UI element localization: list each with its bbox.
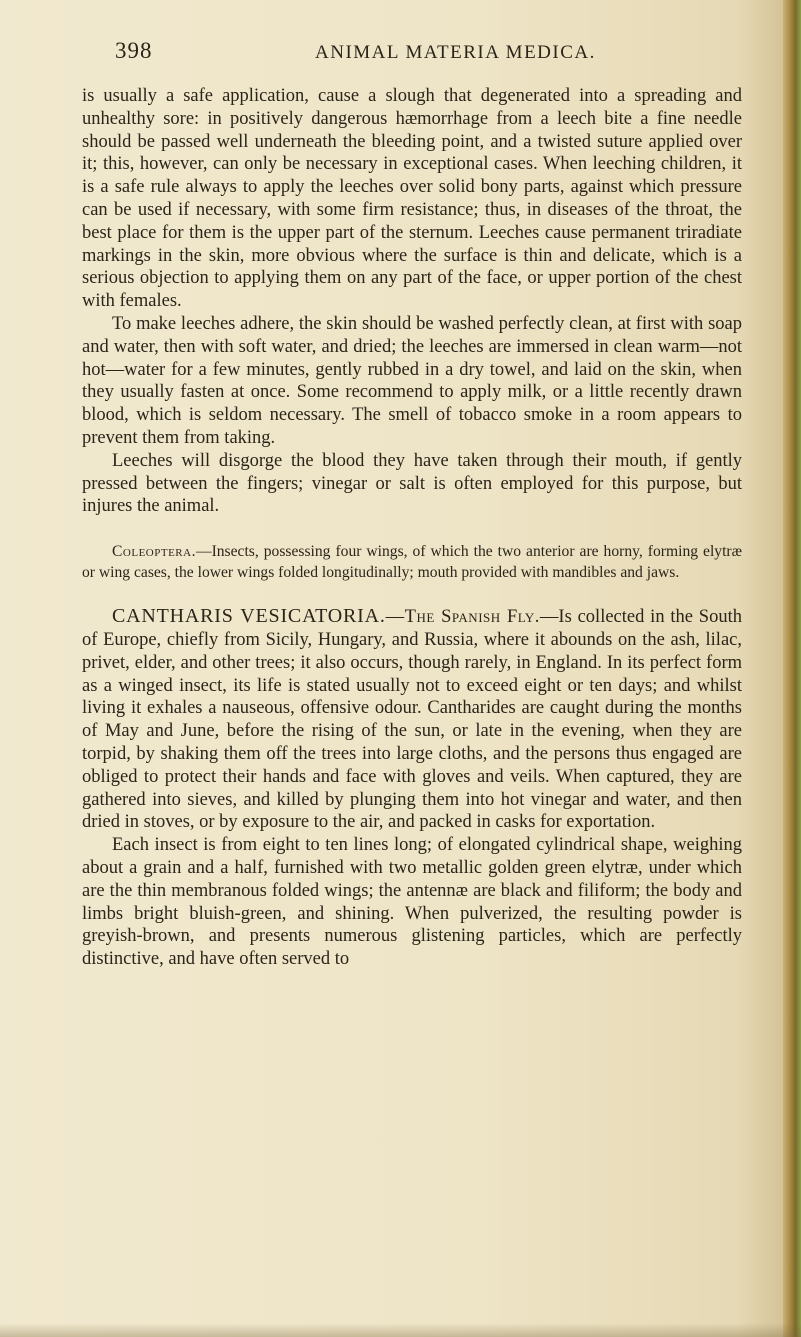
cantharis-text: —Is collected in the South of Europe, chiefly from Sicily, Hungary, and Russia, where it abounds on the ash, lilac, privet, elder, and other trees; it also occurs, though rarely, in England. In its perfect form as a winged insect, its life is stated usually not to exceed eight or ten days; and whilst living it exhales a nauseous, offensive odour. Cantharides are caught during the months of May and June, before the rising of the sun, or late in the evening, when they are torpid, by shaking them off the trees into large cloths, and the persons thus engaged are obliged to protect their hands and face with gloves and veils. When captured, they are gathered into sieves, and killed by plunging them into hot vinegar and water, and then dried in stoves, or by exposure to the air, and packed in casks for exportation. bbox=[82, 607, 742, 833]
cantharis-subheading: —The Spanish Fly. bbox=[385, 607, 540, 628]
page-number: 398 bbox=[115, 38, 153, 63]
coleoptera-heading: Coleoptera. bbox=[112, 543, 196, 561]
coleoptera-text: —Insects, possessing four wings, of which the two anterior are horny, forming elytræ or wing cases, the lower wings folded longitudinally; mouth provided with mandibles and jaws. bbox=[82, 543, 742, 581]
paragraph-insect-description: Each insect is from eight to ten lines long; of elongated cylindrical shape, weighing about a grain and a half, furnished with two metallic golden green elytræ, under which are the thin membranous folded wings; the antennæ are black and filiform; the body and limbs bright bluish-green, and shining. When pulverized, the resulting powder is greyish-brown, and presents numerous glistening particles, which are perfectly distinctive, and have often served to bbox=[82, 835, 742, 970]
page-edge bbox=[783, 0, 801, 1337]
running-head: ANIMAL MATERIA MEDICA. bbox=[315, 42, 596, 63]
paragraph-leech-adhere: To make leeches adhere, the skin should be washed perfectly clean, at first with soap and water, then with soft water, and dried; the leeches are immersed in clean warm—not hot—water for a few minutes, gently rubbed in a dry towel, and laid on the skin, when they usually fasten at once. Some recommend to apply milk, or a little recently drawn blood, which is seldom necessary. The smell of tobacco smoke in a room appears to prevent them from taking. bbox=[82, 313, 742, 448]
paragraph-cantharis bbox=[82, 605, 742, 834]
page-body bbox=[82, 85, 742, 971]
page-bottom-shadow bbox=[0, 1323, 801, 1337]
paragraph-coleoptera bbox=[82, 542, 742, 583]
paragraph-leech-disgorge: Leeches will disgorge the blood they have taken through their mouth, if gently pressed between the fingers; vinegar or salt is often employed for this purpose, but injures the animal. bbox=[82, 450, 742, 517]
page-header bbox=[115, 38, 705, 72]
paragraph-leech-safety: is usually a safe application, cause a slough that degenerated into a spreading and unhealthy sore: in positively dangerous hæmorrhage from a leech bite a fine needle should be passed well underneath the bleeding point, and a twisted suture applied over it; this, however, can only be necessary in exceptional cases. When leeching children, it is a safe rule always to apply the leeches over solid bony parts, against which pressure can be used if necessary, with some firm resistance; thus, in diseases of the throat, the best place for them is the upper part of the sternum. Leeches cause permanent triradiate markings in the skin, more obvious where the surface is thin and delicate, which is a serious objection to applying them on any part of the face, or upper portion of the chest with females. bbox=[82, 86, 742, 312]
cantharis-heading: CANTHARIS VESICATORIA. bbox=[112, 605, 386, 628]
